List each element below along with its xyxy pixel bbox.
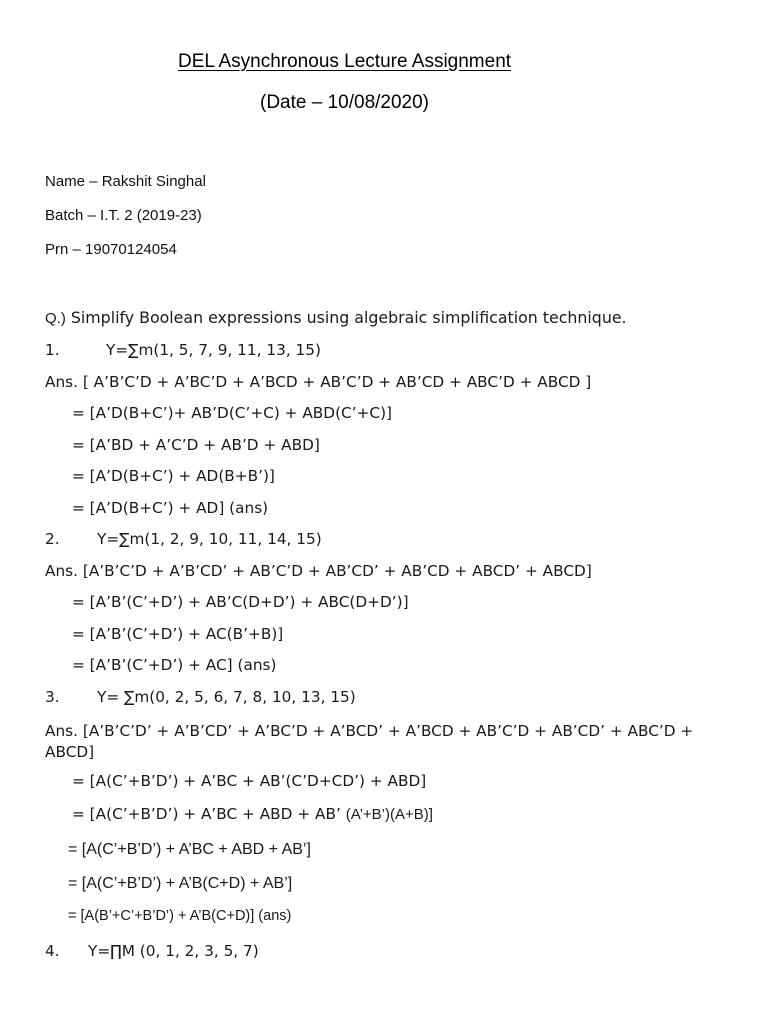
problem-3-step-part: = [A(C’+B’D’) + A’BC + ABD + AB’	[72, 805, 341, 823]
student-batch: Batch – I.T. 2 (2019-23)	[45, 207, 202, 224]
document-title: DEL Asynchronous Lecture Assignment	[178, 51, 512, 72]
question-text: Simplify Boolean expressions using algebraic simplification technique.	[65, 308, 627, 327]
problem-1-step: = [A’BD + A’C’D + AB’D + ABD]	[72, 436, 320, 454]
document-date: (Date – 10/08/2020)	[260, 92, 430, 113]
problem-3-step	[72, 807, 433, 822]
student-name: Name – Rakshit Singhal	[45, 173, 206, 190]
problem-3-step-part: (A’+B’)(A+B)]	[345, 806, 433, 823]
question-prefix: Q.)	[45, 310, 66, 327]
problem-3-answer: Ans. [A’B’C’D’ + A’B’CD’ + A’BC’D + A’BCD’ + A’BCD + AB’C’D + AB’CD’ + ABC’D + ABCD]	[45, 722, 694, 761]
problem-2-expression: Y=∑m(1, 2, 9, 10, 11, 14, 15)	[97, 530, 322, 548]
problem-3-step: = [A(C’+B’D’) + A’BC + ABD + AB’]	[68, 841, 311, 858]
problem-2-step: = [A’B’(C’+D’) + AC] (ans)	[72, 656, 277, 674]
problem-3-step: = [A(C’+B’D’) + A’B(C+D) + AB’]	[68, 875, 293, 892]
problem-4-number: 4.	[45, 942, 60, 960]
problem-1-step: = [A’D(B+C’) + AD(B+B’)]	[72, 467, 275, 485]
problem-2-step: = [A’B’(C’+D’) + AB’C(D+D’) + ABC(D+D’)]	[72, 593, 409, 611]
problem-3-expression: Y= ∑m(0, 2, 5, 6, 7, 8, 10, 13, 15)	[97, 688, 356, 706]
problem-2-number: 2.	[45, 530, 60, 548]
problem-1-expression: Y=∑m(1, 5, 7, 9, 11, 13, 15)	[106, 341, 321, 359]
problem-3-number: 3.	[45, 688, 60, 706]
problem-1-number: 1.	[45, 341, 60, 359]
problem-2-answer: Ans. [A’B’C’D + A’B’CD’ + AB’C’D + AB’CD’ + AB’CD + ABCD’ + ABCD]	[45, 562, 592, 580]
problem-1-answer: Ans. [ A’B’C’D + A’BC’D + A’BCD + AB’C’D + AB’CD + ABC’D + ABCD ]	[45, 373, 592, 391]
problem-3-step: = [A(B’+C’+B’D’) + A’B(C+D)] (ans)	[68, 908, 292, 924]
problem-4-expression: Y=∏M (0, 1, 2, 3, 5, 7)	[88, 942, 259, 960]
problem-1-step: = [A’D(B+C’)+ AB’D(C’+C) + ABD(C’+C)]	[72, 404, 393, 422]
student-prn: Prn – 19070124054	[45, 241, 177, 258]
question-line	[45, 310, 627, 326]
problem-2-step: = [A’B’(C’+D’) + AC(B’+B)]	[72, 625, 284, 643]
problem-3-step: = [A(C’+B’D’) + A’BC + AB’(C’D+CD’) + ABD]	[72, 772, 427, 790]
problem-1-step: = [A’D(B+C’) + AD] (ans)	[72, 499, 269, 517]
